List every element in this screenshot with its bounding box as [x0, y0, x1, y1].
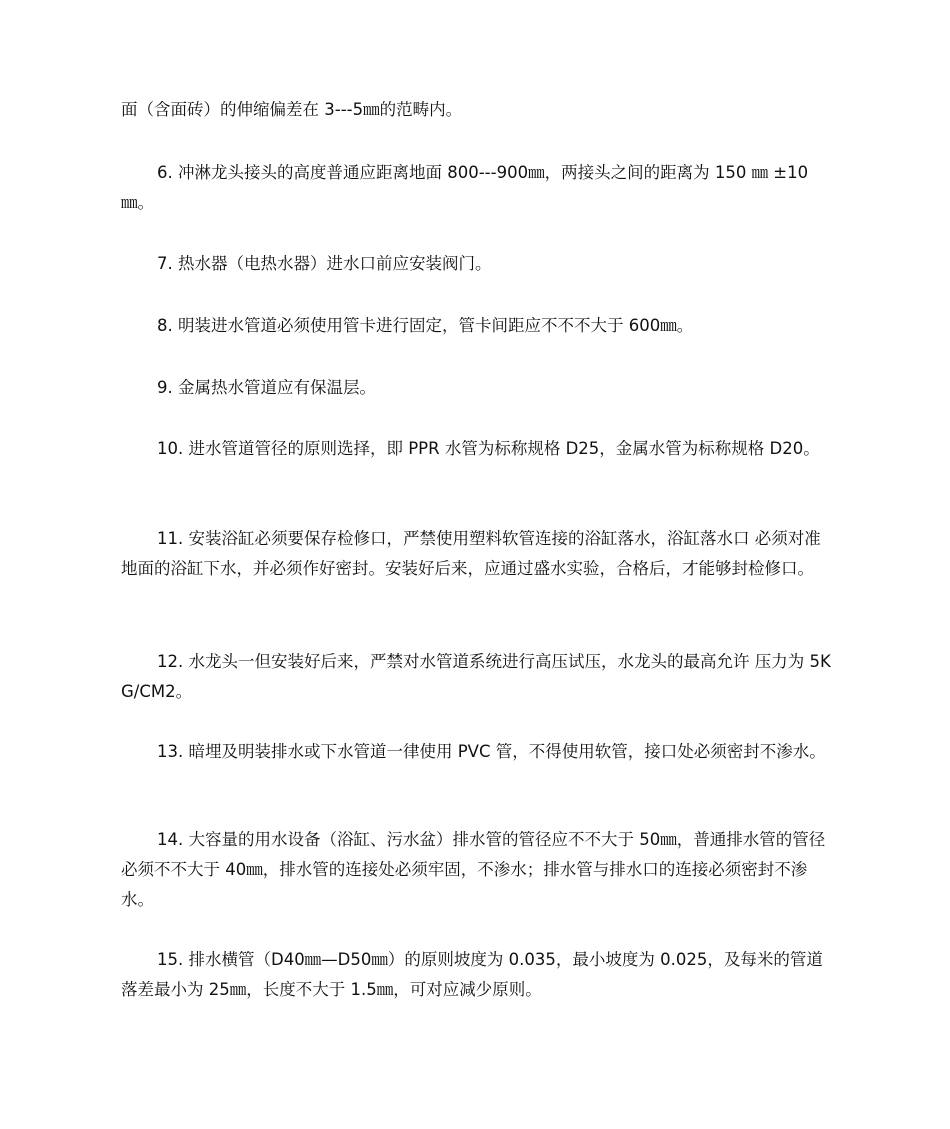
paragraph-item-11: 11. 安装浴缸必须要保存检修口，严禁使用塑料软管连接的浴缸落水，浴缸落水口 必须对准地面的浴缸下水，并必须作好密封。安装好后来，应通过盛水实验，合格后，才能够封检修口。: [121, 529, 821, 578]
paragraph-item-9: 9. 金属热水管道应有保温层。: [157, 378, 376, 397]
paragraph-continuation: 面（含面砖）的伸缩偏差在 3---5㎜的范畴内。: [121, 100, 463, 119]
paragraph-item-15: 15. 排水横管（D40㎜—D50㎜）的原则坡度为 0.035，最小坡度为 0.025，及每米的管道落差最小为 25㎜，长度不大于 1.5㎜，可对应减少原则。: [121, 950, 823, 999]
paragraph-item-8: 8. 明装进水管道必须使用管卡进行固定，管卡间距应不不不大于 600㎜。: [157, 316, 694, 335]
paragraph-item-6: 6. 冲淋龙头接头的高度普通应距离地面 800---900㎜，两接头之间的距离为 150 ㎜ ±10㎜。: [121, 163, 809, 212]
paragraph-item-10: 10. 进水管道管径的原则选择，即 PPR 水管为标称规格 D25，金属水管为标称规格 D20。: [157, 439, 820, 458]
paragraph-item-12: 12. 水龙头一但安装好后来，严禁对水管道系统进行高压试压，水龙头的最高允许 压力为 5KG/CM2。: [121, 652, 831, 701]
paragraph-item-14: 14. 大容量的用水设备（浴缸、污水盆）排水管的管径应不不大于 50㎜，普通排水管的管径必须不不大于 40㎜，排水管的连接处必须牢固，不渗水；排水管与排水口的连接必须密封不渗水。: [121, 830, 826, 909]
paragraph-item-13: 13. 暗埋及明装排水或下水管道一律使用 PVC 管，不得使用软管，接口处必须密封不渗水。: [157, 742, 826, 761]
paragraph-item-7: 7. 热水器（电热水器）进水口前应安装阀门。: [157, 254, 492, 273]
